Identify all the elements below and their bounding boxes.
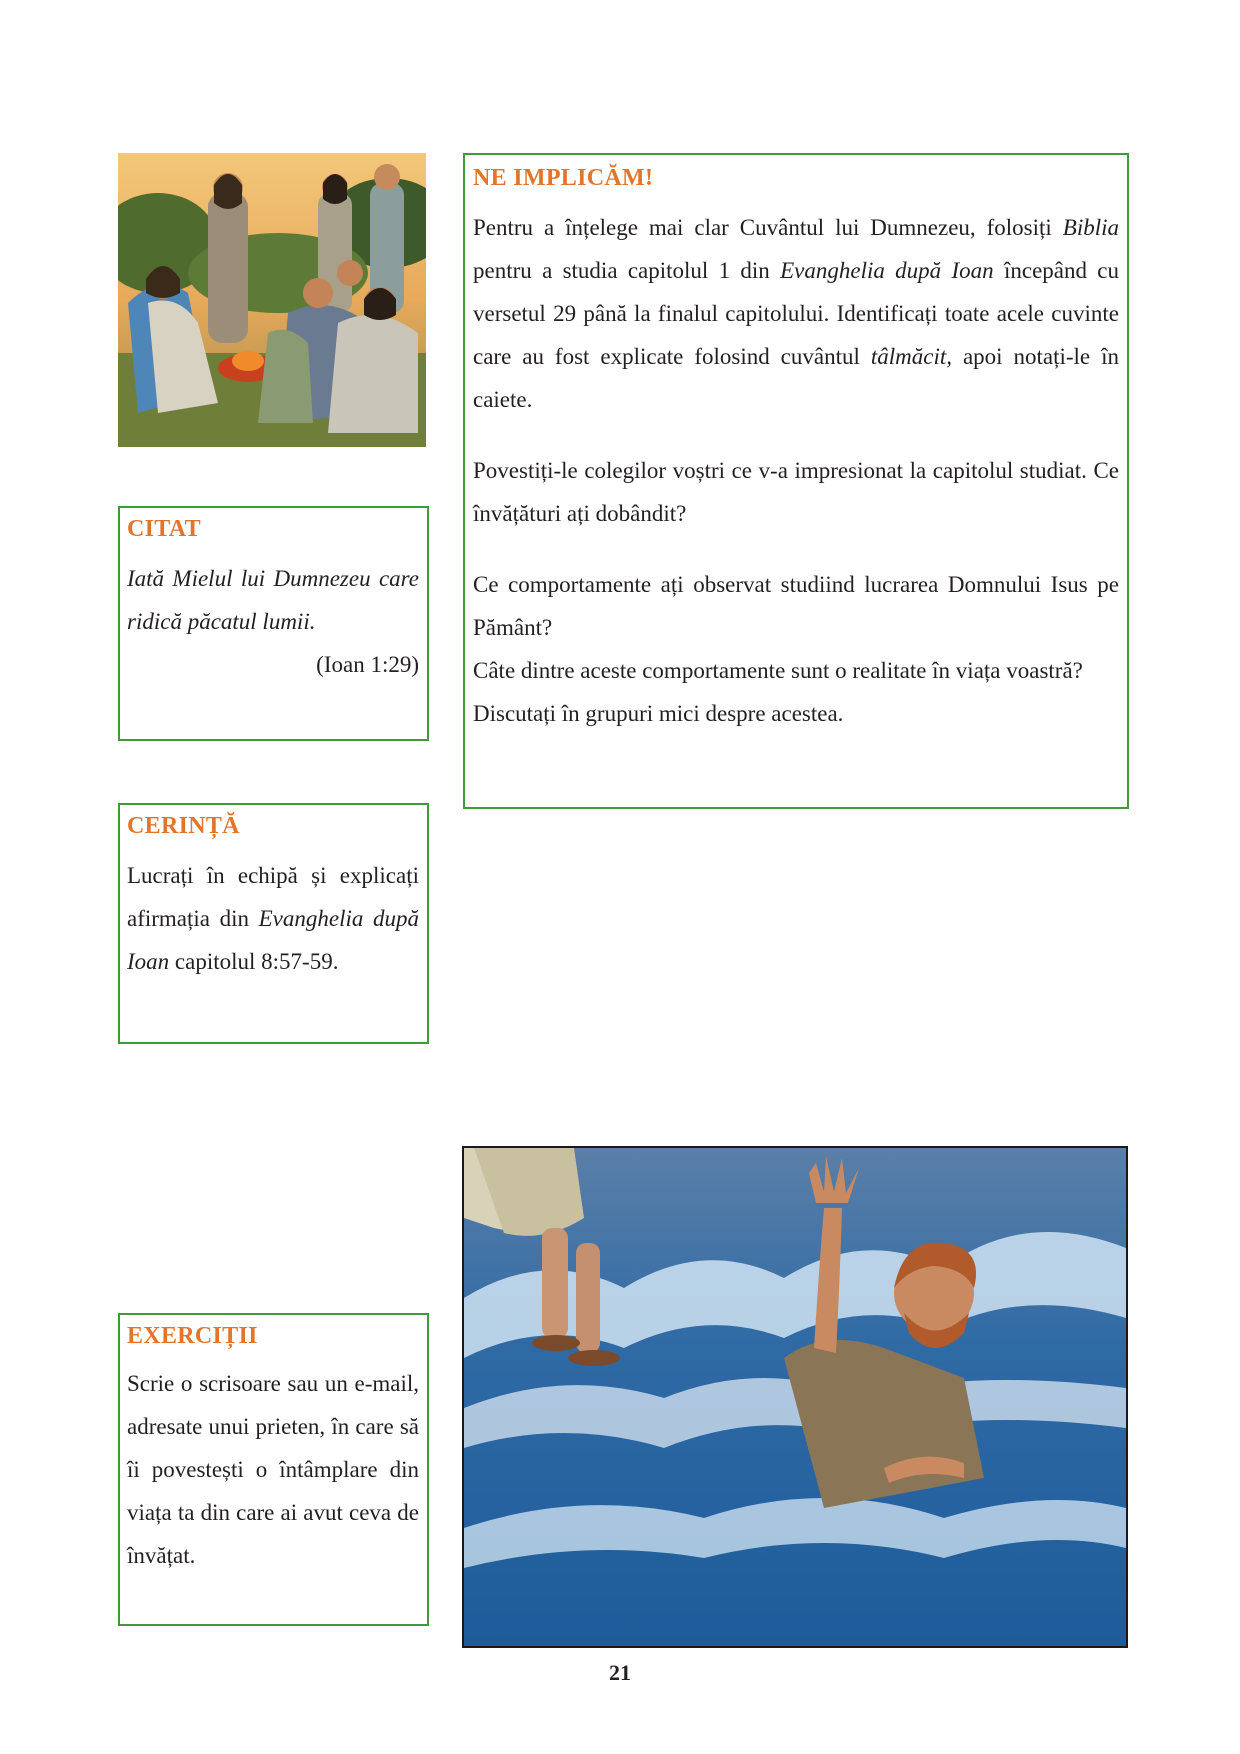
cerinta-title: CERINȚĂ xyxy=(127,813,240,839)
ne-implicam-paragraph-2: Povestiți-le colegilor voștri ce v-a impresionat la capitolul studiat. Ce învățături ați dobândit? xyxy=(473,458,1119,526)
page-number: 21 xyxy=(609,1660,631,1685)
exercitii-box xyxy=(118,1313,429,1626)
citat-quote: Iată Mielul lui Dumnezeu care ridică păcatul lumii. xyxy=(127,566,419,634)
illustration-disciples-campfire xyxy=(118,153,426,447)
illustration-peter-sinking xyxy=(462,1146,1128,1648)
cerinta-box xyxy=(118,803,429,1044)
citat-title: CITAT xyxy=(127,516,201,542)
ne-implicam-paragraph-1: Pentru a înțelege mai clar Cuvântul lui Dumnezeu, folosiți Biblia pentru a studia capitolul 1 din Evanghelia după Ioan începând cu versetul 29 până la finalul capitolului. Identificați toate acele cuvinte care au fost explicate folosind cuvântul tâlmăcit, apoi notați-le în caiete. xyxy=(473,215,1119,412)
exercitii-text: Scrie o scrisoare sau un e-mail, adresate unui prieten, în care să îi povestești o întâmplare din viața ta din care ai avut ceva de învățat. xyxy=(127,1371,419,1568)
ne-implicam-paragraph-3: Ce comportamente ați observat studiind lucrarea Domnului Isus pe Pământ? xyxy=(473,572,1119,640)
ne-implicam-paragraph-5: Discutați în grupuri mici despre acestea. xyxy=(473,701,844,726)
cerinta-text: Lucrați în echipă și explicați afirmația din Evanghelia după Ioan capitolul 8:57-59. xyxy=(127,863,419,974)
citat-box xyxy=(118,506,429,741)
ne-implicam-box xyxy=(463,153,1129,809)
exercitii-title: EXERCIȚII xyxy=(127,1323,258,1349)
citat-reference: (Ioan 1:29) xyxy=(316,652,419,677)
ne-implicam-title: NE IMPLICĂM! xyxy=(473,165,654,191)
ne-implicam-paragraph-4: Câte dintre aceste comportamente sunt o realitate în viața voastră? xyxy=(473,658,1083,683)
